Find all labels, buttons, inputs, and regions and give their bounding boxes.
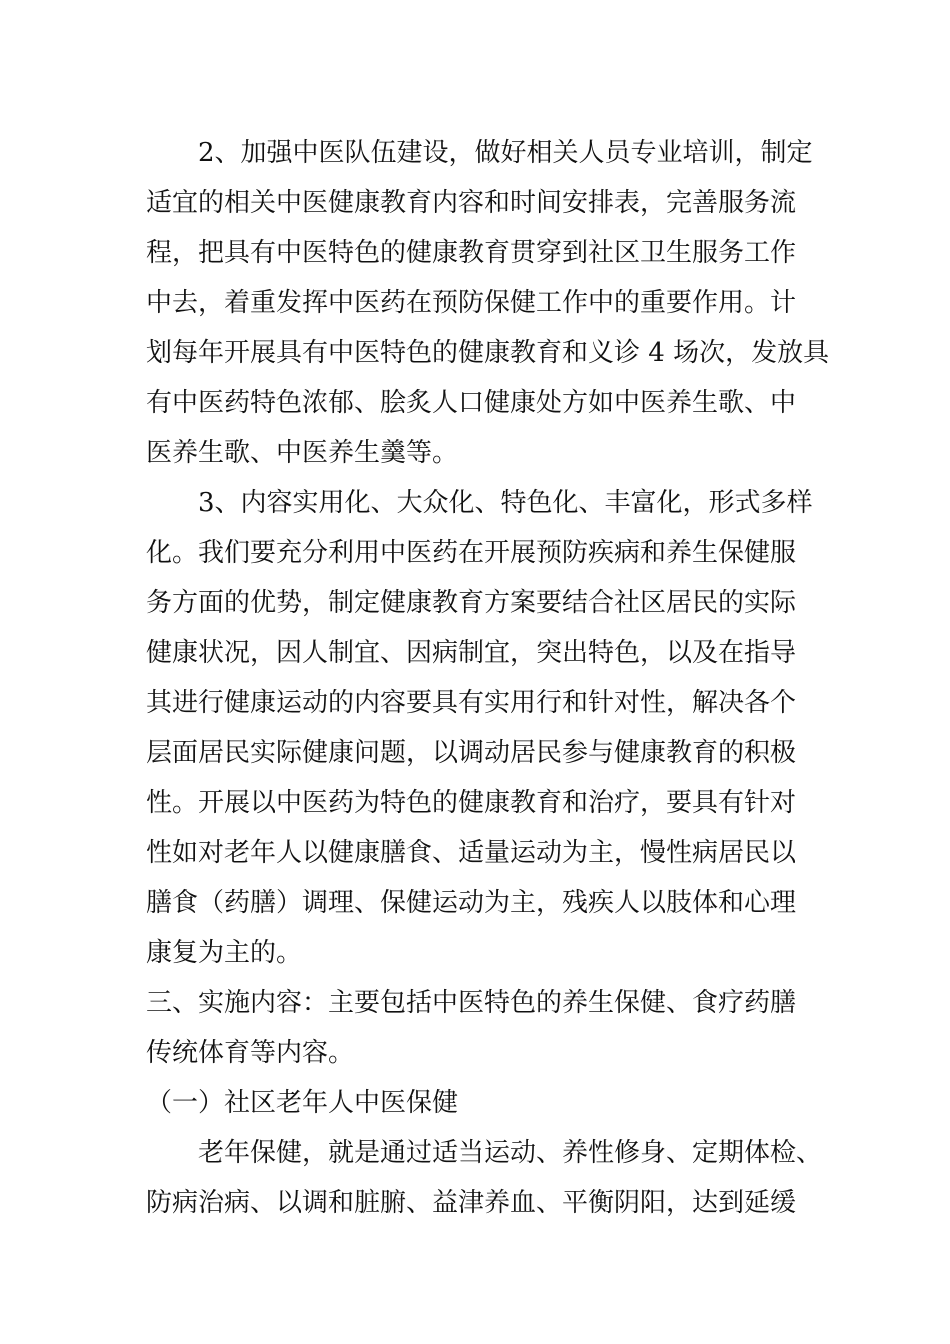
paragraph-2-line-6: 有中医药特色浓郁、脍炙人口健康处方如中医养生歌、中 xyxy=(146,388,797,418)
paragraph-3-line-4: 健康状况，因人制宜、因病制宜，突出特色，以及在指导 xyxy=(146,638,797,668)
paragraph-3-line-8: 性如对老年人以健康膳食、适量运动为主，慢性病居民以 xyxy=(146,838,797,868)
section-3-heading-line-2: 传统体育等内容。 xyxy=(146,1038,355,1068)
paragraph-3-line-2: 化。我们要充分利用中医药在开展预防疾病和养生保健服 xyxy=(146,538,797,568)
subsection-1-heading: （一）社区老年人中医保健 xyxy=(146,1088,459,1118)
paragraph-3-line-10: 康复为主的。 xyxy=(146,938,303,968)
paragraph-3-line-9: 膳食（药膳）调理、保健运动为主，残疾人以肢体和心理 xyxy=(146,888,797,918)
paragraph-2-line-7: 医养生歌、中医养生羹等。 xyxy=(146,438,459,468)
section-3-heading-line-1: 三、实施内容：主要包括中医特色的养生保健、食疗药膳 xyxy=(146,988,797,1018)
paragraph-3-line-5: 其进行健康运动的内容要具有实用行和针对性，解决各个 xyxy=(146,688,797,718)
paragraph-3-line-1: 3、内容实用化、大众化、特色化、丰富化，形式多样 xyxy=(198,488,813,518)
paragraph-2-line-4: 中去，着重发挥中医药在预防保健工作中的重要作用。计 xyxy=(146,288,797,318)
paragraph-2-line-3: 程，把具有中医特色的健康教育贯穿到社区卫生服务工作 xyxy=(146,238,797,268)
paragraph-elderly-line-2: 防病治病、以调和脏腑、益津养血、平衡阴阳，达到延缓 xyxy=(146,1188,797,1218)
paragraph-elderly-line-1: 老年保健，就是通过适当运动、养性修身、定期体检、 xyxy=(198,1138,823,1168)
paragraph-2-line-2: 适宜的相关中医健康教育内容和时间安排表，完善服务流 xyxy=(146,188,797,218)
paragraph-3-line-7: 性。开展以中医药为特色的健康教育和治疗，要具有针对 xyxy=(146,788,797,818)
paragraph-3-line-3: 务方面的优势，制定健康教育方案要结合社区居民的实际 xyxy=(146,588,797,618)
paragraph-2-line-1: 2、加强中医队伍建设，做好相关人员专业培训，制定 xyxy=(198,138,813,168)
paragraph-2-line-5: 划每年开展具有中医特色的健康教育和义诊 4 场次，发放具 xyxy=(146,338,830,368)
paragraph-3-line-6: 层面居民实际健康问题，以调动居民参与健康教育的积极 xyxy=(146,738,797,768)
